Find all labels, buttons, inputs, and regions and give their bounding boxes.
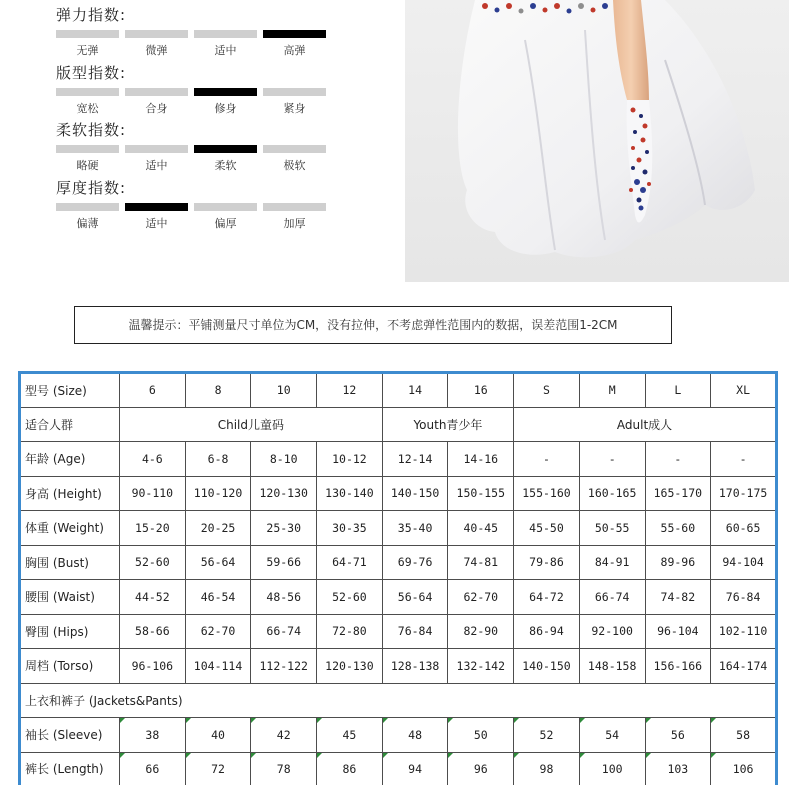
value-cell: 42 [251, 718, 317, 753]
value-cell: 38 [120, 718, 186, 753]
row-label: 臀围 (Hips) [20, 614, 120, 649]
index-bar-4 [263, 88, 326, 96]
index-bar-3 [194, 30, 257, 38]
index-label: 适中 [145, 159, 168, 172]
index-bars [56, 30, 328, 38]
index-label: 适中 [214, 44, 237, 57]
value-cell: 89-96 [645, 545, 711, 580]
value-cell: 140-150 [514, 649, 580, 684]
value-cell: 64-72 [514, 580, 580, 615]
value-cell: 50 [448, 718, 514, 753]
value-cell: 46-54 [185, 580, 251, 615]
value-cell: 66-74 [251, 614, 317, 649]
index-bar-3 [194, 145, 257, 153]
index-label: 无弹 [76, 44, 99, 57]
value-cell: 150-155 [448, 476, 514, 511]
value-cell: 56 [645, 718, 711, 753]
value-cell: 35-40 [382, 511, 448, 546]
value-cell: 10-12 [317, 442, 383, 477]
index-title: 厚度指数: [56, 179, 127, 197]
size-cell: M [579, 373, 645, 408]
row-label: 裤长 (Length) [20, 752, 120, 785]
value-cell: 112-122 [251, 649, 317, 684]
value-cell: 104-114 [185, 649, 251, 684]
index-label: 适中 [145, 217, 168, 230]
value-cell: 56-64 [185, 545, 251, 580]
index-bars [56, 203, 328, 211]
row-label: 胸围 (Bust) [20, 545, 120, 580]
value-cell: 78 [251, 752, 317, 785]
section-label: 上衣和裤子 (Jackets&Pants) [20, 683, 777, 718]
value-cell: 130-140 [317, 476, 383, 511]
value-cell: 20-25 [185, 511, 251, 546]
index-bar-2 [125, 145, 188, 153]
row-label: 袖长 (Sleeve) [20, 718, 120, 753]
dress-skirt-image [405, 0, 789, 282]
value-cell: 48-56 [251, 580, 317, 615]
index-bar-3 [194, 88, 257, 96]
value-cell: 100 [579, 752, 645, 785]
value-cell: 96-104 [645, 614, 711, 649]
index-bar-3 [194, 203, 257, 211]
value-cell: 165-170 [645, 476, 711, 511]
value-cell: 44-52 [120, 580, 186, 615]
value-cell: 94 [382, 752, 448, 785]
value-cell: 58 [711, 718, 777, 753]
value-cell: - [514, 442, 580, 477]
value-cell: 58-66 [120, 614, 186, 649]
table-row [20, 407, 777, 442]
size-cell: 10 [251, 373, 317, 408]
value-cell: 72 [185, 752, 251, 785]
value-cell: 86 [317, 752, 383, 785]
value-cell: 30-35 [317, 511, 383, 546]
row-label: 身高 (Height) [20, 476, 120, 511]
value-cell: 82-90 [448, 614, 514, 649]
measurement-notice: 温馨提示：平铺测量尺寸单位为CM，没有拉伸，不考虑弹性范围内的数据，误差范围1-2CM [74, 306, 672, 344]
value-cell: 98 [514, 752, 580, 785]
index-bars [56, 145, 328, 153]
index-label: 宽松 [76, 102, 99, 115]
size-cell: 16 [448, 373, 514, 408]
value-cell: 66 [120, 752, 186, 785]
value-cell: 48 [382, 718, 448, 753]
table-row [20, 614, 777, 649]
value-cell: - [579, 442, 645, 477]
value-cell: 170-175 [711, 476, 777, 511]
table-row [20, 373, 777, 408]
group-header: 适合人群 [20, 407, 120, 442]
table-row [20, 752, 777, 785]
index-bar-1 [56, 203, 119, 211]
value-cell: 140-150 [382, 476, 448, 511]
group-adult: Adult成人 [514, 407, 777, 442]
index-labels [56, 100, 328, 114]
row-label: 周档 (Torso) [20, 649, 120, 684]
value-cell: 72-80 [317, 614, 383, 649]
index-label: 偏薄 [76, 217, 99, 230]
index-label: 极软 [283, 159, 306, 172]
value-cell: 6-8 [185, 442, 251, 477]
table-row [20, 718, 777, 753]
value-cell: 50-55 [579, 511, 645, 546]
value-cell: 156-166 [645, 649, 711, 684]
value-cell: 25-30 [251, 511, 317, 546]
value-cell: 128-138 [382, 649, 448, 684]
index-bars [56, 88, 328, 96]
index-bar-4 [263, 30, 326, 38]
value-cell: 52 [514, 718, 580, 753]
value-cell: 62-70 [185, 614, 251, 649]
index-bar-2 [125, 203, 188, 211]
index-label: 合身 [145, 102, 168, 115]
size-cell: S [514, 373, 580, 408]
index-bar-2 [125, 30, 188, 38]
size-cell: 8 [185, 373, 251, 408]
size-cell: L [645, 373, 711, 408]
value-cell: 66-74 [579, 580, 645, 615]
index-label: 偏厚 [214, 217, 237, 230]
value-cell: 45 [317, 718, 383, 753]
value-cell: 148-158 [579, 649, 645, 684]
value-cell: 160-165 [579, 476, 645, 511]
row-label: 年龄 (Age) [20, 442, 120, 477]
fit-index [56, 62, 336, 118]
index-title: 柔软指数: [56, 121, 127, 139]
value-cell: 64-71 [317, 545, 383, 580]
index-label: 略硬 [76, 159, 99, 172]
value-cell: 164-174 [711, 649, 777, 684]
size-chart-table [18, 371, 778, 785]
value-cell: 4-6 [120, 442, 186, 477]
value-cell: 92-100 [579, 614, 645, 649]
index-title: 版型指数: [56, 64, 127, 82]
value-cell: 52-60 [120, 545, 186, 580]
group-child: Child儿童码 [120, 407, 383, 442]
index-label: 加厚 [283, 217, 306, 230]
value-cell: - [711, 442, 777, 477]
table-row [20, 476, 777, 511]
value-cell: 110-120 [185, 476, 251, 511]
value-cell: 52-60 [317, 580, 383, 615]
value-cell: 102-110 [711, 614, 777, 649]
index-labels [56, 215, 328, 229]
elasticity-index [56, 4, 336, 60]
row-label: 腰围 (Waist) [20, 580, 120, 615]
value-cell: 103 [645, 752, 711, 785]
index-label: 紧身 [283, 102, 306, 115]
index-label: 修身 [214, 102, 237, 115]
thickness-index [56, 177, 336, 233]
value-cell: 76-84 [711, 580, 777, 615]
table-row [20, 442, 777, 477]
value-cell: 62-70 [448, 580, 514, 615]
index-title: 弹力指数: [56, 6, 127, 24]
value-cell: 40-45 [448, 511, 514, 546]
size-cell: 12 [317, 373, 383, 408]
value-cell: 120-130 [251, 476, 317, 511]
value-cell: 86-94 [514, 614, 580, 649]
table-row [20, 580, 777, 615]
value-cell: 76-84 [382, 614, 448, 649]
index-labels [56, 157, 328, 171]
value-cell: 40 [185, 718, 251, 753]
value-cell: 96-106 [120, 649, 186, 684]
index-bar-1 [56, 30, 119, 38]
value-cell: 74-81 [448, 545, 514, 580]
value-cell: 60-65 [711, 511, 777, 546]
index-label: 柔软 [214, 159, 237, 172]
value-cell: 59-66 [251, 545, 317, 580]
value-cell: 14-16 [448, 442, 514, 477]
value-cell: 12-14 [382, 442, 448, 477]
group-youth: Youth青少年 [382, 407, 513, 442]
value-cell: 55-60 [645, 511, 711, 546]
value-cell: 15-20 [120, 511, 186, 546]
value-cell: 94-104 [711, 545, 777, 580]
value-cell: - [645, 442, 711, 477]
value-cell: 90-110 [120, 476, 186, 511]
softness-index [56, 119, 336, 175]
size-cell: XL [711, 373, 777, 408]
index-label: 微弹 [145, 44, 168, 57]
index-bar-1 [56, 145, 119, 153]
table-row [20, 683, 777, 718]
index-bar-2 [125, 88, 188, 96]
value-cell: 120-130 [317, 649, 383, 684]
size-cell: 14 [382, 373, 448, 408]
value-cell: 45-50 [514, 511, 580, 546]
value-cell: 79-86 [514, 545, 580, 580]
size-cell: 6 [120, 373, 186, 408]
value-cell: 69-76 [382, 545, 448, 580]
table-row [20, 511, 777, 546]
index-label: 高弹 [283, 44, 306, 57]
size-header: 型号 (Size) [20, 373, 120, 408]
value-cell: 106 [711, 752, 777, 785]
value-cell: 54 [579, 718, 645, 753]
index-bar-1 [56, 88, 119, 96]
index-bar-4 [263, 203, 326, 211]
value-cell: 155-160 [514, 476, 580, 511]
index-bar-4 [263, 145, 326, 153]
value-cell: 56-64 [382, 580, 448, 615]
product-photo [405, 0, 789, 282]
value-cell: 8-10 [251, 442, 317, 477]
value-cell: 84-91 [579, 545, 645, 580]
row-label: 体重 (Weight) [20, 511, 120, 546]
value-cell: 96 [448, 752, 514, 785]
value-cell: 132-142 [448, 649, 514, 684]
table-row [20, 545, 777, 580]
value-cell: 74-82 [645, 580, 711, 615]
table-row [20, 649, 777, 684]
index-labels [56, 42, 328, 56]
